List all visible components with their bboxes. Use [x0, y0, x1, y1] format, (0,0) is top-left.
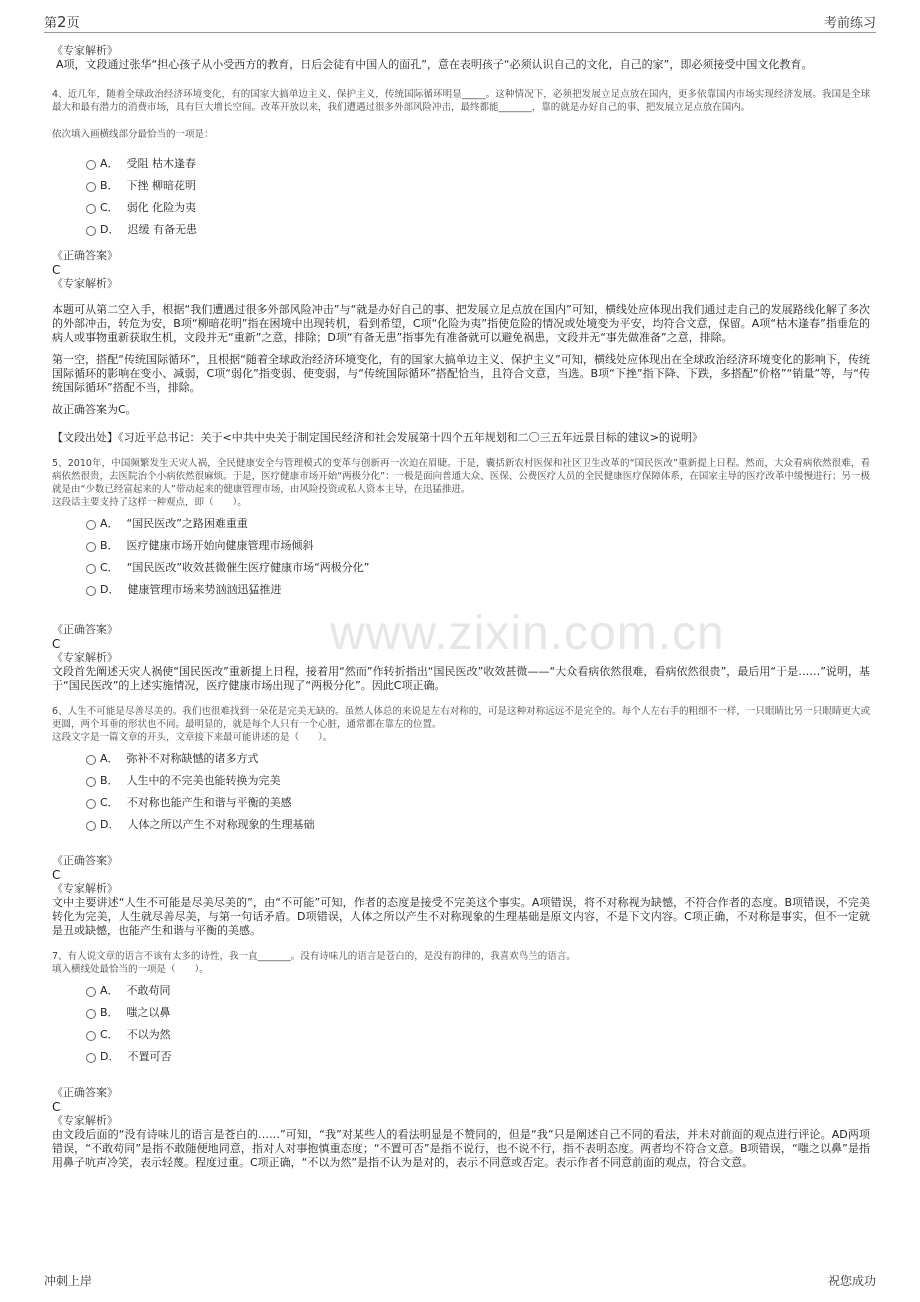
question-prompt: 填入横线处最恰当的一项是（ ）。 [52, 964, 209, 975]
radio-icon[interactable] [86, 1031, 96, 1041]
option-d[interactable]: D． 不置可否 [52, 1046, 870, 1068]
option-c[interactable]: C． 不对称也能产生和谐与平衡的美感 [52, 792, 870, 814]
question-prompt: 这段话主要支持了这样一种观点，即（ ）。 [52, 497, 247, 508]
question-stem: 4、近几年，随着全球政治经济环境变化，有的国家大搞单边主义、保护主义，传统国际循环明显_____。这种情况下，必须把发展立足点放在国内，更多依靠国内市场实现经济发展。我国是全球最大和最有潜力的消费市场，具有巨大增长空间。改革开放以来，我们遭遇过很多外部风险冲击，最终都能_______，靠的就是办好自己的事、把发展立足点放在国内。 [52, 89, 870, 113]
answer-label: 《正确答案》 [52, 854, 118, 867]
option-a[interactable]: A． “国民医改”之路困难重重 [52, 513, 870, 535]
options-list [52, 153, 870, 241]
radio-icon[interactable] [86, 821, 96, 831]
analysis-paragraph: 本题可从第二空入手，根据“我们遭遇过很多外部风险冲击”与“就是办好自己的事、把发展立足点放在国内”可知，横线处应体现出我们通过走自己的发展路线化解了多次的外部冲击，转危为安，B项“柳暗花明”指在困境中出现转机，看到希望，C项“化险为夷”指使危险的情况或处境变为平安，均符合文意，保留。A项“枯木逢春”指垂危的病人或事物重新获取生机，文段并无“重新”之意，排除；D项“有备无患”指事先有准备就可以避免祸患，文段并无“事先做准备”之意，排除。 [52, 303, 870, 344]
answer-label: 《正确答案》 [52, 623, 118, 636]
option-d[interactable]: D． 健康管理市场来势汹汹迅猛推进 [52, 579, 870, 601]
radio-icon[interactable] [86, 1009, 96, 1019]
answer-label: 《正确答案》 [52, 249, 118, 262]
analysis-paragraph: 故正确答案为C。 [52, 403, 137, 416]
option-c[interactable]: C． “国民医改”收效甚微催生医疗健康市场“两极分化” [52, 557, 870, 579]
radio-icon[interactable] [86, 987, 96, 997]
analysis-label: 《专家解析》 [52, 651, 118, 664]
option-c[interactable]: C． 不以为然 [52, 1024, 870, 1046]
analysis-label: 《专家解析》 [52, 277, 118, 290]
header-rule [44, 32, 876, 33]
radio-icon[interactable] [86, 520, 96, 530]
q3-analysis-tail: A项，文段通过张华“担心孩子从小受西方的教育，日后会徒有中国人的面孔”，意在表明孩子“必须认识自己的文化，自己的家”，即必须接受中国文化教育。 [56, 58, 813, 71]
watermark: www.zixin.com.cn [330, 607, 725, 660]
analysis-paragraph: 由文段后面的“没有诗味儿的语言是苍白的……”可知，“我”对某些人的看法明显是不赞同的，但是“我”只是阐述自己不同的看法，并未对前面的观点进行评论。AD两项错误，“不敢苟同”是指不敢随便地同意，指对人对事抱慎重态度；“不置可否”是指不说行，也不说不行，指不表明态度。两者均不符合文意。B项错误，“嗤之以鼻”是指用鼻子吭声冷笑，表示轻蔑。程度过重。C项正确，“不以为然”是指不认为是对的，表示不同意或否定。表示作者不同意前面的观点，符合文意。 [52, 1128, 870, 1169]
radio-icon[interactable] [86, 755, 96, 765]
main-content [52, 44, 870, 1170]
analysis-label: 《专家解析》 [52, 44, 118, 57]
radio-icon[interactable] [86, 777, 96, 787]
option-c[interactable]: C． 弱化 化险为夷 [52, 197, 870, 219]
question-stem: 5、2010年，中国频繁发生天灾人祸，全民健康安全与管理模式的变革与创新再一次迫在眉睫。于是，囊括新农村医保和社区卫生改革的“国民医改”重新提上日程。然而，大众看病依然很难，看病依然很贵，去医院治个小病依然很麻烦。于是，医疗健康市场开始“两极分化”：一极是面向普通大众、医保、公费医疗人员的全民健康医疗保障体系，在国家主导的医疗改革中缓慢进行；另一极就是由“少数已经富起来的人”带动起来的健康管理市场，由风险投资或私人资本主导，在迅猛推进。 [52, 458, 870, 495]
radio-icon[interactable] [86, 160, 96, 170]
analysis-label: 《专家解析》 [52, 1114, 118, 1127]
option-d[interactable]: D． 迟缓 有备无患 [52, 219, 870, 241]
answer-value: C [52, 263, 61, 277]
radio-icon[interactable] [86, 799, 96, 809]
source-citation: 【文段出处】《习近平总书记：关于<中共中央关于制定国民经济和社会发展第十四个五年规划和二〇三五年远景目标的建议>的说明》 [52, 431, 703, 444]
option-a[interactable]: A． 受阻 枯木逢春 [52, 153, 870, 175]
question-prompt: 这段文字是一篇文章的开头，文章接下来最可能讲述的是（ ）。 [52, 732, 333, 743]
analysis-label: 《专家解析》 [52, 882, 118, 895]
option-a[interactable]: A． 不敢苟同 [52, 980, 870, 1002]
analysis-paragraph: 文中主要讲述“人生不可能是尽美尽美的”，由“不可能”可知，作者的态度是接受不完美这个事实。A项错误，将不对称视为缺憾，不符合作者的态度。B项错误，不完美转化为完美，人生就尽善尽美，与第一句话矛盾。D项错误，人体之所以产生不对称现象的生理基础是原文内容，不是下文内容。C项正确，不对称是事实，但不一定就是丑或缺憾，也能产生和谐与平衡的美感。 [52, 896, 870, 937]
answer-value: C [52, 1100, 61, 1114]
footer-right: 祝您成功 [827, 1274, 876, 1288]
option-a[interactable]: A． 弥补不对称缺憾的诸多方式 [52, 748, 870, 770]
answer-label: 《正确答案》 [52, 1086, 118, 1099]
answer-value: C [52, 868, 61, 882]
option-b[interactable]: B． 下挫 柳暗花明 [52, 175, 870, 197]
page-header [44, 12, 876, 30]
radio-icon[interactable] [86, 542, 96, 552]
option-d[interactable]: D． 人体之所以产生不对称现象的生理基础 [52, 814, 870, 836]
radio-icon[interactable] [86, 226, 96, 236]
footer-left: 冲刺上岸 [44, 1274, 93, 1288]
radio-icon[interactable] [86, 182, 96, 192]
question-stem: 6、人生不可能是尽善尽美的。我们也很难找到一朵花是完美无缺的。虽然人体总的来说是左右对称的，可是这种对称远远不是完全的。每个人左右手的粗细不一样，一只眼睛比另一只眼睛更大或更圆，两个耳垂的形状也不同。最明显的，就是每个人只有一个心脏，通常都在靠左的位置。 [52, 706, 870, 730]
question-stem: 7、有人说文章的语言不该有太多的诗性，我一直_______。没有诗味儿的语言是苍白的，是没有韵律的，我喜欢鸟兰的语言。 [52, 951, 576, 962]
radio-icon[interactable] [86, 586, 96, 596]
radio-icon[interactable] [86, 1053, 96, 1063]
analysis-paragraph: 文段首先阐述天灾人祸使“国民医改”重新提上日程，接着用“然而”作转折指出“国民医改”收效甚微——“大众看病依然很难，看病依然很贵”，最后用“于是……”说明，基于“国民医改”的上述实施情况，医疗健康市场出现了“两极分化”。因此C项正确。 [52, 665, 870, 692]
radio-icon[interactable] [86, 204, 96, 214]
option-b[interactable]: B． 人生中的不完美也能转换为完美 [52, 770, 870, 792]
options-list [52, 980, 870, 1068]
option-b[interactable]: B． 医疗健康市场开始向健康管理市场倾斜 [52, 535, 870, 557]
header-title: 考前练习 [823, 16, 876, 31]
options-list [52, 513, 870, 601]
options-list [52, 748, 870, 836]
analysis-paragraph: 第一空，搭配“传统国际循环”，且根据“随着全球政治经济环境变化，有的国家大搞单边主义、保护主义”可知，横线处应体现出在全球政治经济环境变化的影响下，传统国际循环的影响在变小、减弱，C项“弱化”指变弱、使变弱，与“传统国际循环”搭配恰当，且符合文意，当选。B项“下挫”指下降、下跌，多搭配“价格”“销量”等，与“传统国际循环”搭配不当，排除。 [52, 353, 870, 394]
page-number: 第2页 [44, 13, 80, 31]
answer-value: C [52, 637, 61, 651]
radio-icon[interactable] [86, 564, 96, 574]
option-b[interactable]: B． 嗤之以鼻 [52, 1002, 870, 1024]
question-prompt: 依次填入画横线部分最恰当的一项是： [52, 129, 214, 140]
